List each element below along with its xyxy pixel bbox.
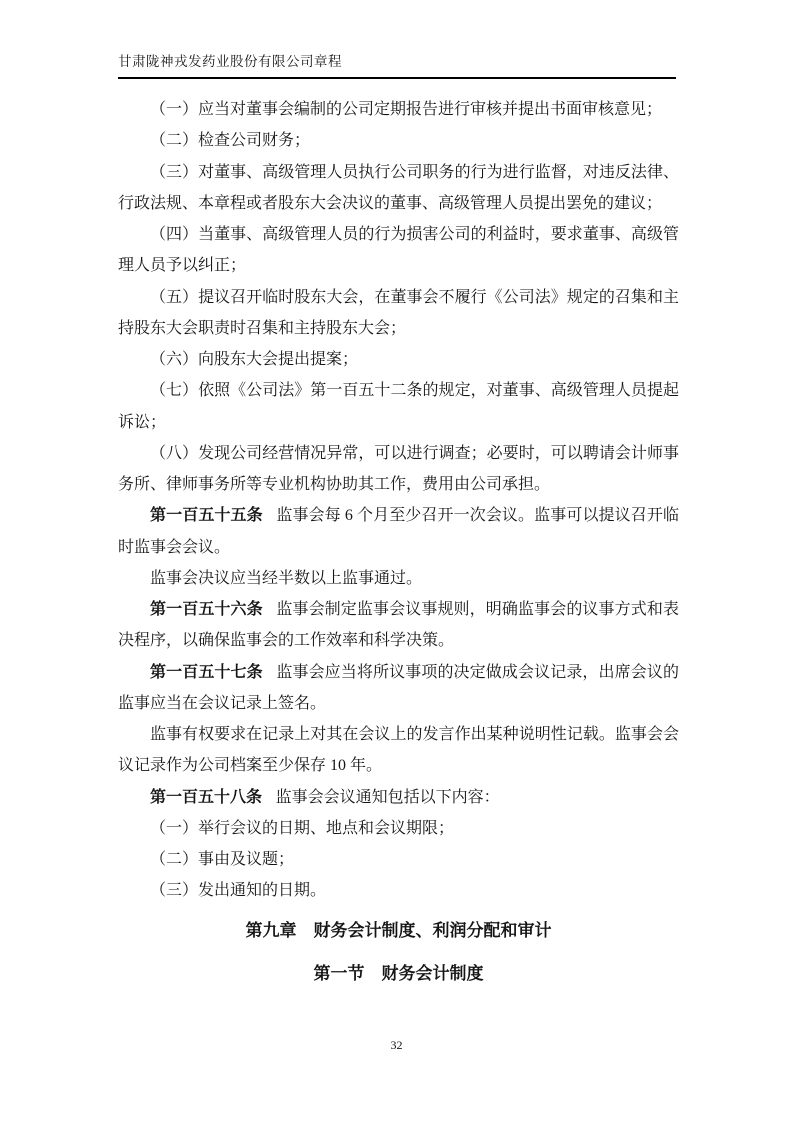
paragraph: 第一百五十七条 监事会应当将所议事项的决定做成会议记录，出席会议的监事应当在会议记录上签名。 [118, 663, 679, 712]
paragraph: （七）依照《公司法》第一百五十二条的规定，对董事、高级管理人员提起诉讼； [118, 382, 679, 431]
paragraph-list [118, 94, 679, 907]
paragraph: 第一百五十八条 监事会会议通知包括以下内容： [150, 788, 500, 806]
paragraph: （五）提议召开临时股东大会，在董事会不履行《公司法》规定的召集和主持股东大会职责时召集和主持股东大会； [118, 288, 679, 337]
paragraph: 监事有权要求在记录上对其在会议上的发言作出某种说明性记载。监事会会议记录作为公司档案至少保存 10 年。 [118, 726, 679, 775]
paragraph: （二）检查公司财务； [150, 132, 311, 150]
paragraph: （八）发现公司经营情况异常，可以进行调查；必要时，可以聘请会计师事务所、律师事务所等专业机构协助其工作，费用由公司承担。 [118, 444, 679, 493]
paragraph: （四）当董事、高级管理人员的行为损害公司的利益时，要求董事、高级管理人员予以纠正； [118, 226, 679, 275]
paragraph: 监事会决议应当经半数以上监事通过。 [150, 569, 423, 587]
section-heading: 第一节 财务会计制度 [313, 963, 484, 983]
article-number: 第一百五十七条 [150, 663, 263, 681]
article-number: 第一百五十八条 [150, 788, 263, 806]
paragraph: （六）向股东大会提出提案； [150, 351, 359, 368]
page-number: 32 [390, 1038, 403, 1052]
paragraph: （一）举行会议的日期、地点和会议期限； [150, 819, 455, 837]
document-content [118, 94, 679, 989]
chapter-heading: 第九章 财务会计制度、利润分配和审计 [245, 920, 552, 940]
paragraph: 第一百五十五条 监事会每 6 个月至少召开一次会议。监事可以提议召开临时监事会会议。 [118, 507, 679, 556]
paragraph: （一）应当对董事会编制的公司定期报告进行审核并提出书面审核意见； [150, 101, 663, 118]
page-header [118, 53, 676, 79]
page-footer [0, 1038, 793, 1052]
paragraph: （三）发出通知的日期。 [150, 882, 327, 900]
paragraph: 第一百五十六条 监事会制定监事会议事规则，明确监事会的议事方式和表决程序，以确保监事会的工作效率和科学决策。 [118, 601, 679, 650]
article-number: 第一百五十六条 [150, 601, 263, 618]
header-title: 甘肃陇神戎发药业股份有限公司章程 [118, 54, 342, 69]
paragraph: （三）对董事、高级管理人员执行公司职务的行为进行监督，对违反法律、行政法规、本章程或者股东大会决议的董事、高级管理人员提出罢免的建议； [118, 163, 679, 212]
article-number: 第一百五十五条 [150, 507, 263, 525]
paragraph: （二）事由及议题； [150, 851, 295, 868]
